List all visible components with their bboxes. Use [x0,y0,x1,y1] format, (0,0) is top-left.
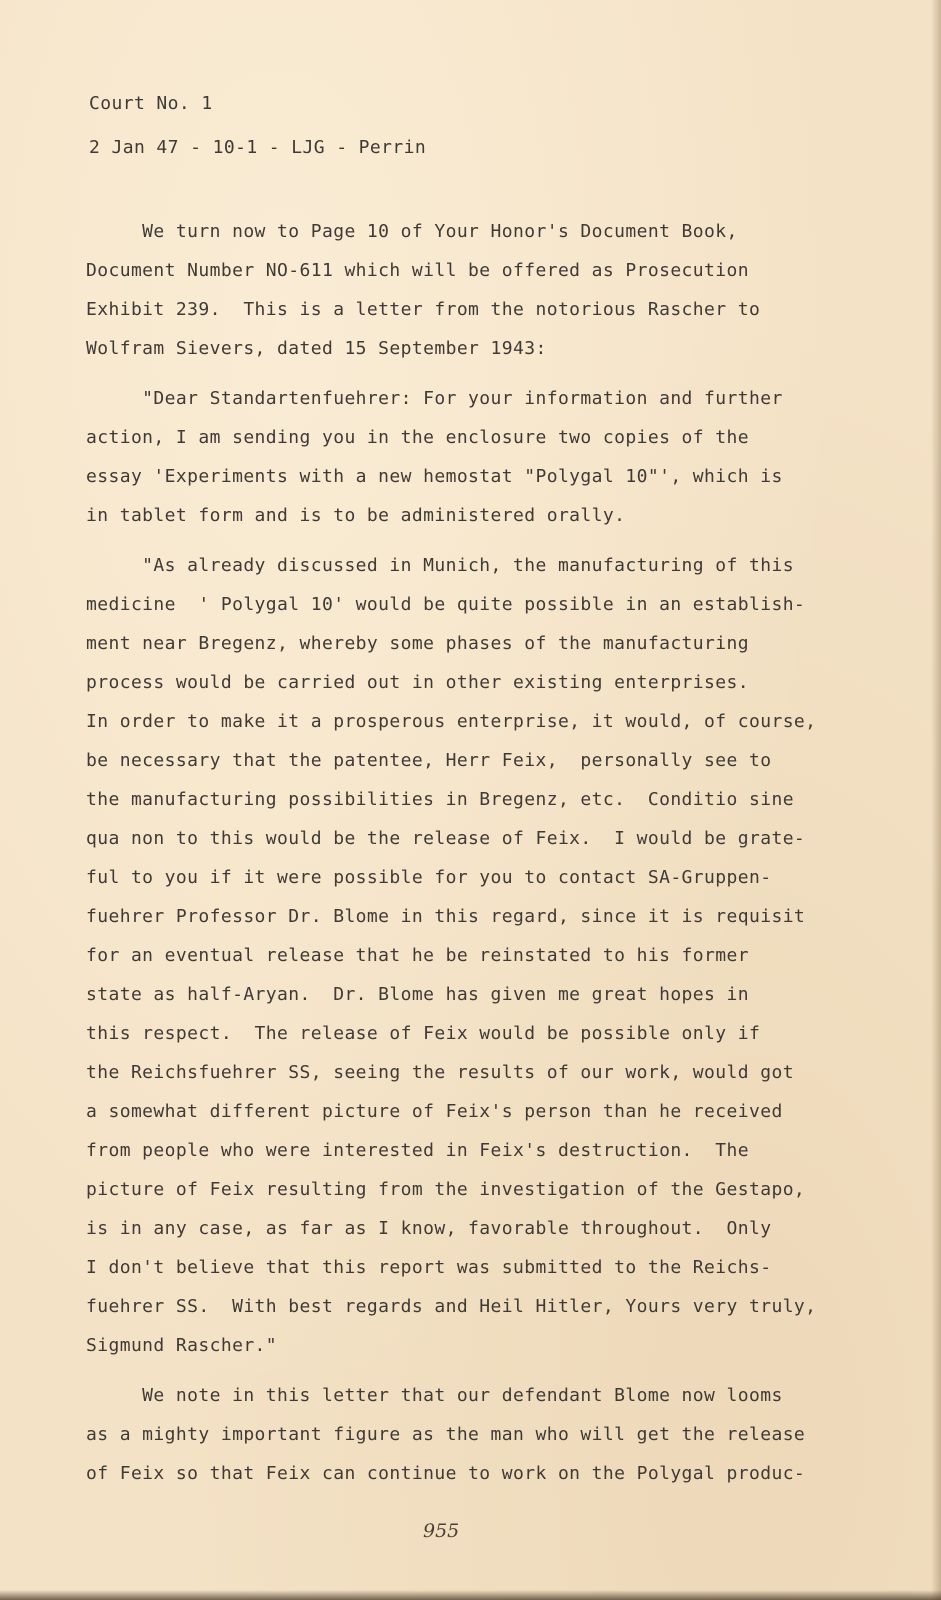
body-line: "Dear Standartenfuehrer: For your information and further [86,388,783,409]
body-line: be necessary that the patentee, Herr Feix, personally see to [86,750,772,771]
court-number: Court No. 1 [89,93,213,114]
body-line: in tablet form and is to be administered orally. [86,505,626,526]
body-line: is in any case, as far as I know, favorable throughout. Only [86,1218,772,1239]
body-line: Sigmund Rascher." [86,1335,278,1356]
body-line: medicine ' Polygal 10' would be quite possible in an establish- [86,594,806,615]
page-bottom-shadow [0,1590,941,1600]
body-line: action, I am sending you in the enclosure two copies of the [86,427,749,448]
body-line: ment near Bregenz, whereby some phases of the manufacturing [86,633,749,654]
body-line: of Feix so that Feix can continue to work on the Polygal produc- [86,1463,806,1484]
body-line: Wolfram Sievers, dated 15 September 1943: [86,338,547,359]
session-line: 2 Jan 47 - 10-1 - LJG - Perrin [89,137,427,158]
body-line: I don't believe that this report was submitted to the Reichs- [86,1257,772,1278]
body-line: process would be carried out in other existing enterprises. [86,672,749,693]
body-line: as a mighty important figure as the man who will get the release [86,1424,806,1445]
body-line: We note in this letter that our defendant Blome now looms [86,1385,783,1406]
body-line: We turn now to Page 10 of Your Honor's Document Book, [86,221,738,242]
body-line: ful to you if it were possible for you to contact SA-Gruppen- [86,867,772,888]
body-line: for an eventual release that he be reinstated to his former [86,945,749,966]
body-line: the manufacturing possibilities in Bregenz, etc. Conditio sine [86,789,794,810]
body-line: state as half-Aryan. Dr. Blome has given me great hopes in [86,984,749,1005]
body-line: Document Number NO-611 which will be offered as Prosecution [86,260,749,281]
page-edge-shadow [931,0,941,1600]
body-line: a somewhat different picture of Feix's person than he received [86,1101,783,1122]
body-line: fuehrer Professor Dr. Blome in this regard, since it is requisit [86,906,806,927]
body-line: picture of Feix resulting from the investigation of the Gestapo, [86,1179,806,1200]
body-line: fuehrer SS. With best regards and Heil Hitler, Yours very truly, [86,1296,817,1317]
body-line: qua non to this would be the release of Feix. I would be grate- [86,828,806,849]
body-line: this respect. The release of Feix would be possible only if [86,1023,761,1044]
body-line: "As already discussed in Munich, the manufacturing of this [86,555,794,576]
body-line: the Reichsfuehrer SS, seeing the results of our work, would got [86,1062,794,1083]
body-line: Exhibit 239. This is a letter from the notorious Rascher to [86,299,761,320]
page-number: 955 [423,1520,460,1542]
body-line: essay 'Experiments with a new hemostat "Polygal 10"', which is [86,466,783,487]
body-line: from people who were interested in Feix's destruction. The [86,1140,749,1161]
body-line: In order to make it a prosperous enterprise, it would, of course, [86,711,817,732]
